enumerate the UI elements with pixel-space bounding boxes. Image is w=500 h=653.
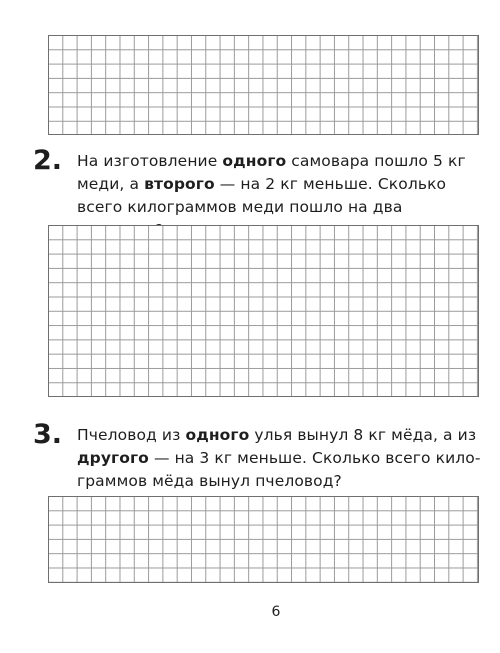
task-text-part: Пчеловод из <box>77 426 186 444</box>
task-text-emphasis: одного <box>185 426 250 444</box>
answer-grid <box>48 35 479 135</box>
task-text-emphasis: одного <box>222 152 287 170</box>
task-text-part: — на 2 кг меньше. Сколько всего килограммов меди пошло на два <box>77 175 447 216</box>
task-text-part: самовара пошло 5 кг меди, а <box>77 152 466 193</box>
task-text-part: — на 3 кг меньше. Сколько всего кило-граммов мёда вынул пчеловод? <box>77 449 481 490</box>
answer-grid <box>48 225 479 397</box>
task-text-emphasis: другого <box>77 449 149 467</box>
task-number: 3. <box>33 419 63 450</box>
task-number: 2. <box>33 145 63 176</box>
task-text-emphasis: второго <box>144 175 215 193</box>
task-text-part: На изготовление <box>77 152 223 170</box>
answer-grid <box>48 496 479 583</box>
page-number: 6 <box>271 604 281 620</box>
task-text <box>77 424 493 493</box>
task-text-part: улья вынул 8 кг мёда, а из <box>249 426 477 444</box>
